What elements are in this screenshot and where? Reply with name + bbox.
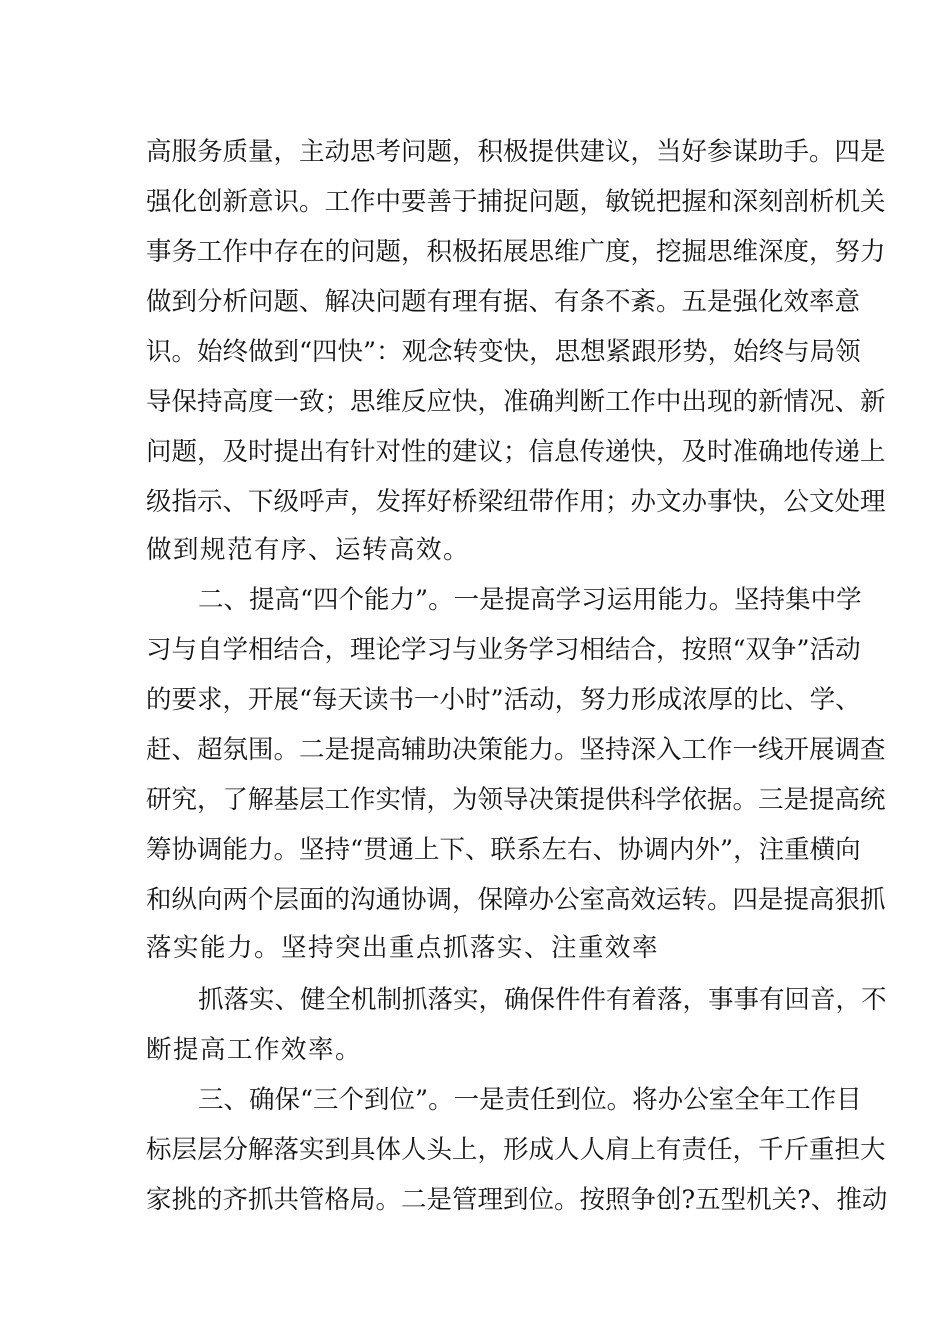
body-text-line: 习与自学相结合，理论学习与业务学习相结合，按照“双争”活动 xyxy=(146,635,861,665)
body-text-line: 筹协调能力。坚持“贯通上下、联系左右、协调内外”，注重横向 xyxy=(146,835,861,865)
body-text-line: 做到规范有序、运转高效。 xyxy=(146,535,471,565)
body-text-line: 高服务质量，主动思考问题，积极提供建议，当好参谋助手。四是 xyxy=(146,137,886,167)
body-text-line: 赶、超氛围。二是提高辅助决策能力。坚持深入工作一线开展调查 xyxy=(146,735,886,765)
body-text-line: 落实能力。坚持突出重点抓落实、注重效率 xyxy=(146,933,660,963)
body-text-line: 事务工作中存在的问题，积极拓展思维广度，挖掘思维深度，努力 xyxy=(146,237,886,267)
body-text-line: 标层层分解落实到具体人头上，形成人人肩上有责任，千斤重担大 xyxy=(146,1135,886,1165)
section-heading-line: 二、提高“四个能力”。一是提高学习运用能力。坚持集中学 xyxy=(198,585,862,615)
body-text-line: 导保持高度一致；思维反应快，准确判断工作中出现的新情况、新 xyxy=(146,387,886,417)
body-text-line: 问题，及时提出有针对性的建议；信息传递快，及时准确地传递上 xyxy=(146,437,886,467)
body-text-line: 和纵向两个层面的沟通协调，保障办公室高效运转。四是提高狠抓 xyxy=(146,885,886,915)
body-text-line: 强化创新意识。工作中要善于捕捉问题，敏锐把握和深刻剖析机关 xyxy=(146,187,886,217)
body-text-line: 断提高工作效率。 xyxy=(146,1035,363,1065)
body-text-line: 做到分析问题、解决问题有理有据、有条不紊。五是强化效率意 xyxy=(146,287,861,317)
body-text-line: 的要求，开展“每天读书一小时”活动，努力形成浓厚的比、学、 xyxy=(146,685,861,715)
section-heading-line: 三、确保“三个到位”。一是责任到位。将办公室全年工作目 xyxy=(198,1085,862,1115)
body-text-line: 家挑的齐抓共管格局。二是管理到位。按照争创?五型机关?、推动 xyxy=(146,1185,888,1215)
body-text-line: 识。始终做到“四快”：观念转变快，思想紧跟形势，始终与局领 xyxy=(146,337,861,367)
body-text-line: 级指示、下级呼声，发挥好桥梁纽带作用；办文办事快，公文处理 xyxy=(146,487,886,517)
body-text-line: 抓落实、健全机制抓落实，确保件件有着落，事事有回音，不 xyxy=(198,985,887,1015)
body-text-line: 研究，了解基层工作实情，为领导决策提供科学依据。三是提高统 xyxy=(146,785,886,815)
